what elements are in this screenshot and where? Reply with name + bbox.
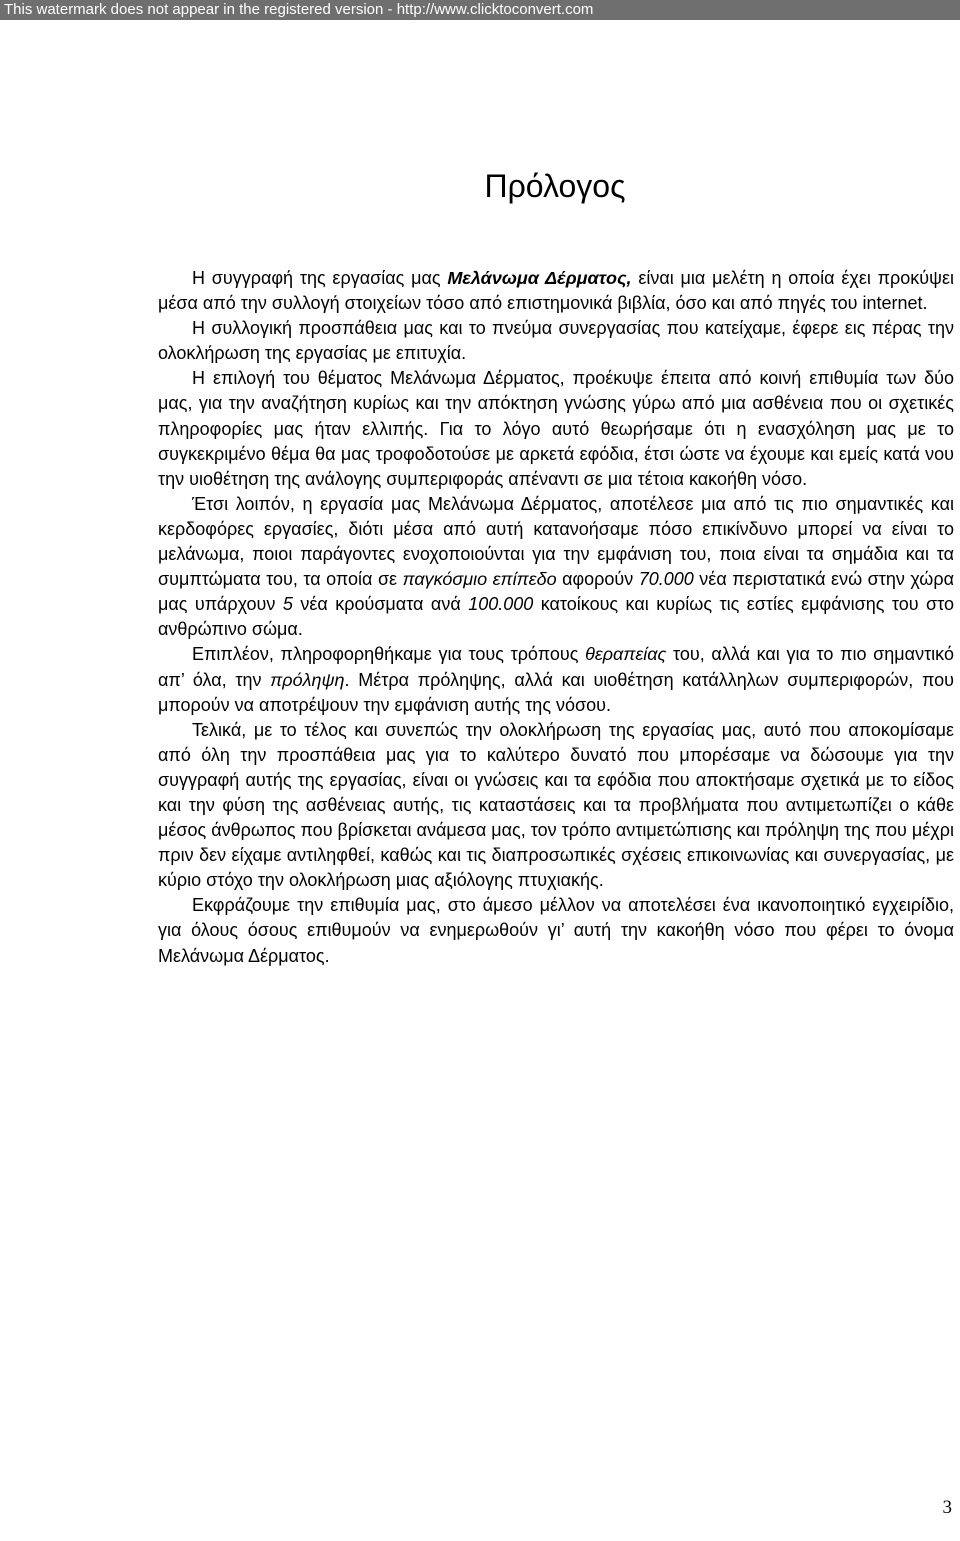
italic-number: 100.000: [468, 594, 534, 615]
text-run: Επιπλέον, πληροφορηθήκαμε για τους τρόπους: [192, 644, 586, 665]
italic-text: θεραπείας: [585, 644, 667, 665]
text-run: Η συγγραφή της εργασίας μας: [192, 268, 448, 288]
paragraph: Τελικά, με το τέλος και συνεπώς την ολοκλήρωση της εργασίας μας, αυτό που αποκομίσαμε από όλη την προσπάθεια μας για το καλύτερο δυνατό που μπορέσαμε να δώσουμε για την συγγραφή αυτής της εργασίας, είναι οι γνώσεις και τα εφόδια που αποκτήσαμε σχετικά με το είδος και την φύση της ασθένειας αυτής, τις καταστάσεις και τα προβλήματα που αντιμετωπίζει ο κάθε μέσος άνθρωπος που βρίσκεται ανάμεσα μας, τον τρόπο αντιμετώπισης και πρόληψη της που μέχρι πριν δεν είχαμε αντιληφθεί, καθώς και τις διαπροσωπικές σχέσεις επικοινωνίας και συνεργασίας, με κύριο στόχο την ολοκλήρωση μιας αξιόλογης πτυχιακής.: [158, 719, 954, 891]
text-run: του, αλλά και για το πιο σημαντικό απ’ όλα, την: [158, 644, 954, 690]
text-run: νέα κρούσματα ανά: [292, 594, 469, 615]
paragraph: [158, 642, 954, 717]
paragraph: Η επιλογή του θέματος Μελάνωμα Δέρματος, προέκυψε έπειτα από κοινή επιθυμία των δύο μας, για την αναζήτηση κυρίως και την απόκτηση γνώσης γύρω από μια ασθένεια που οι σχετικές πληροφορίες μας ήταν ελλιπής. Για το λόγο αυτό θεωρήσαμε ότι η ενασχόληση μας με το συγκεκριμένο θέμα θα μας τροφοδοτούσε με αρκετά εφόδια, έτσι ώστε να έχουμε και εμείς κατά νου την υιοθέτηση της ανάλογης συμπεριφοράς απέναντι σε μια τέτοια κακοήθη νόσο.: [158, 368, 954, 489]
text-run: νέα περιστατικά ενώ στην χώρα μας υπάρχουν: [158, 569, 954, 615]
page-title: Πρόλογος: [484, 168, 626, 204]
watermark-banner: [0, 0, 960, 20]
paragraph: [158, 492, 954, 643]
text-run: αφορούν: [556, 569, 639, 590]
paragraph: Εκφράζουμε την επιθυμία μας, στο άμεσο μέλλον να αποτελέσει ένα ικανοποιητικό εγχειρίδιο, για όλους όσους επιθυμούν να ενημερωθούν γι’ αυτή την κακοήθη νόσο που φέρει το όνομα Μελάνωμα Δέρματος.: [158, 895, 954, 966]
text-run: Έτσι λοιπόν, η εργασία μας Μελάνωμα Δέρματος, αποτέλεσε μια από τις πιο σημαντικές και κερδοφόρες εργασίες, διότι μέσα από αυτή κατανοήσαμε πόσο επικίνδυνο μπορεί να είναι το μελάνωμα, ποιοι παράγοντες ενοχοποιούνται για την εμφάνιση του, ποια είναι τα σημάδια και τα συμπτώματα του, τα οποία σε: [158, 493, 954, 590]
italic-text: παγκόσμιο επίπεδο: [402, 569, 557, 590]
italic-number: 70.000: [638, 569, 694, 590]
italic-number: 5: [282, 594, 293, 615]
paragraph: [158, 266, 954, 316]
watermark-text: This watermark does not appear in the registered version - http://www.clicktoconvert.com: [4, 1, 594, 18]
text-run: . Μέτρα πρόληψης, αλλά και υιοθέτηση κατάλληλων συμπεριφορών, που μπορούν να αποτρέψουν την εμφάνιση αυτής της νόσου.: [158, 669, 954, 715]
paragraph: Η συλλογική προσπάθεια μας και το πνεύμα συνεργασίας που κατείχαμε, έφερε εις πέρας την ολοκλήρωση της εργασίας με επιτυχία.: [158, 318, 954, 364]
emphasized-title: Μελάνωμα Δέρματος,: [447, 268, 632, 288]
text-run: είναι μια μελέτη η οποία έχει προκύψει μέσα από την συλλογή στοιχείων τόσο από επιστημονικά βιβλία, όσο και από πηγές του internet.: [158, 268, 955, 314]
text-run: κατοίκους και κυρίως τις εστίες εμφάνισης του στο ανθρώπινο σώμα.: [158, 594, 954, 640]
page-number: 3: [942, 1497, 952, 1518]
document-body: [158, 266, 954, 969]
italic-text: πρόληψη: [270, 669, 345, 690]
